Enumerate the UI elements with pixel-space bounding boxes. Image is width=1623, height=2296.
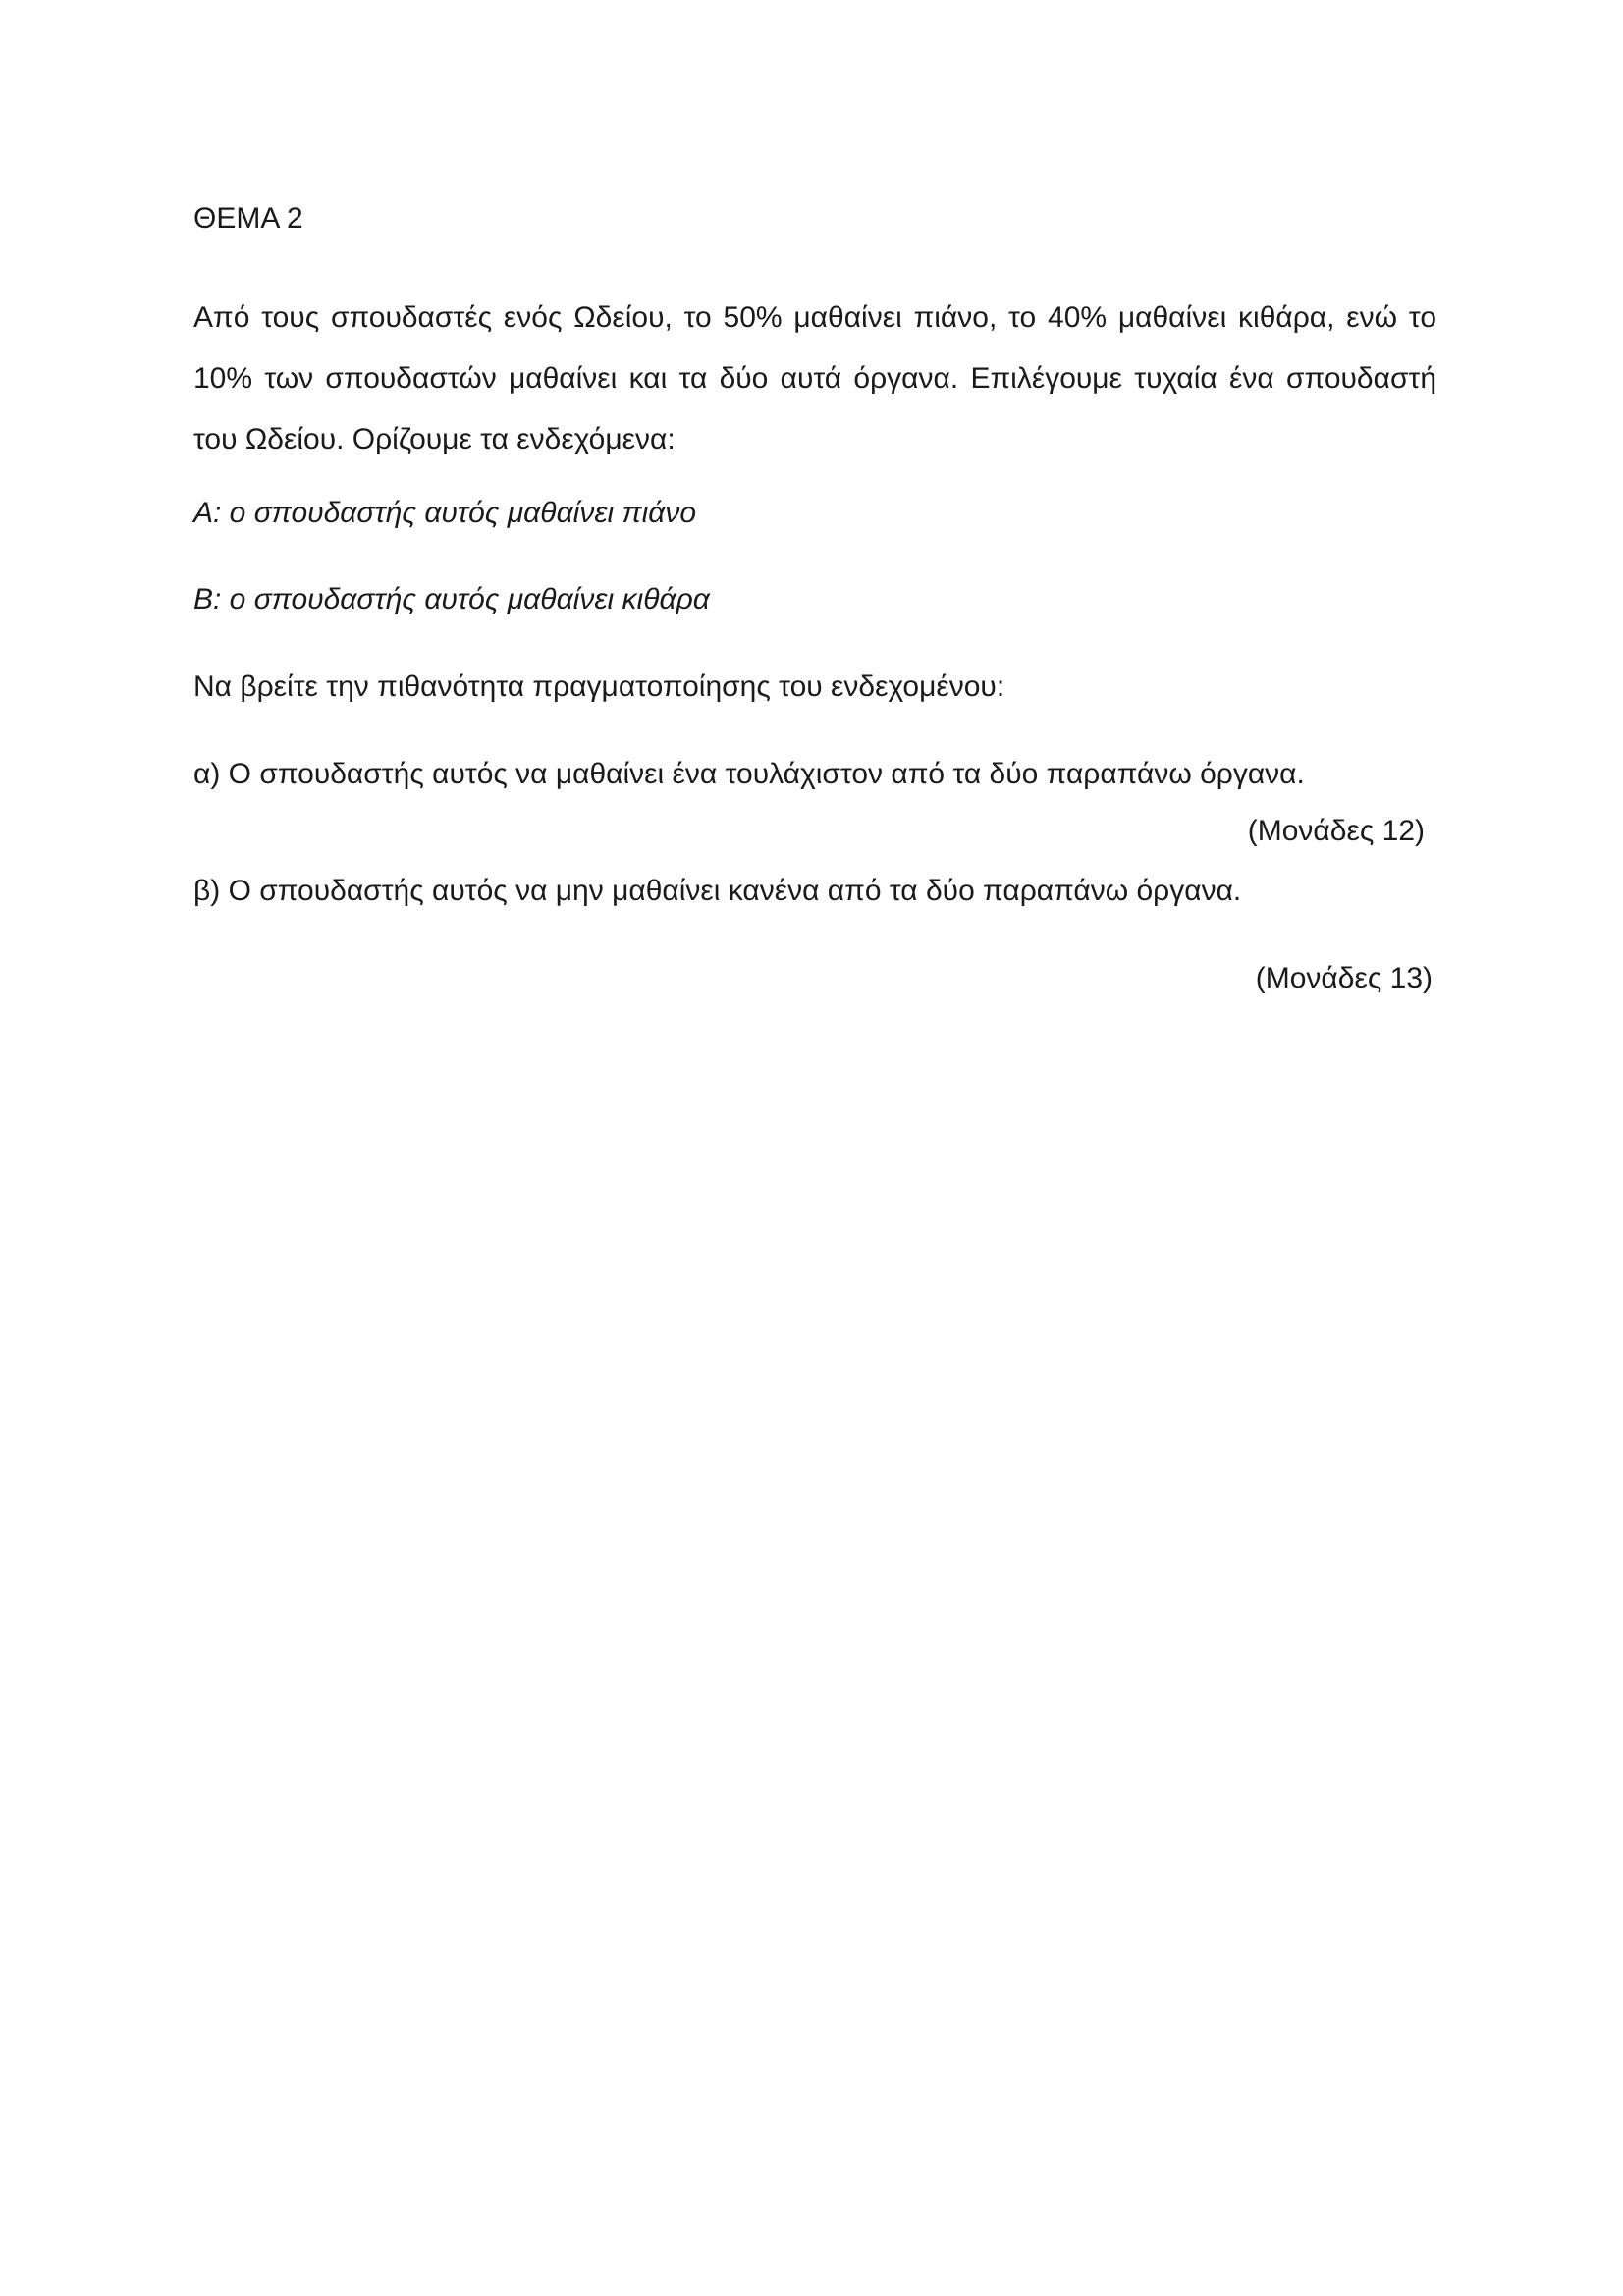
question-prompt: Να βρείτε την πιθανότητα πραγματοποίησης του ενδεχομένου: <box>193 670 1005 703</box>
section-title: ΘΕΜΑ 2 <box>193 202 303 235</box>
question-b: β) Ο σπουδαστής αυτός να μην μαθαίνει κανένα από τα δύο παραπάνω όργανα. <box>193 875 1242 907</box>
question-a: α) Ο σπουδαστής αυτός να μαθαίνει ένα τουλάχιστον από τα δύο παραπάνω όργανα. <box>193 758 1305 790</box>
marks-b: (Μονάδες 13) <box>1255 962 1433 994</box>
problem-statement: Από τους σπουδαστές ενός Ωδείου, το 50% μαθαίνει πιάνο, το 40% μαθαίνει κιθάρα, ενώ το 10% των σπουδαστών μαθαίνει και τα δύο αυτά όργανα. Επιλέγουμε τυχαία ένα σπουδαστή του Ωδείου. Ορίζουμε τα ενδεχόμενα: <box>193 301 1436 455</box>
event-a-definition: Α: ο σπουδαστής αυτός μαθαίνει πιάνο <box>193 497 697 529</box>
event-b-definition: Β: ο σπουδαστής αυτός μαθαίνει κιθάρα <box>193 583 710 615</box>
marks-a: (Μονάδες 12) <box>1247 815 1425 847</box>
